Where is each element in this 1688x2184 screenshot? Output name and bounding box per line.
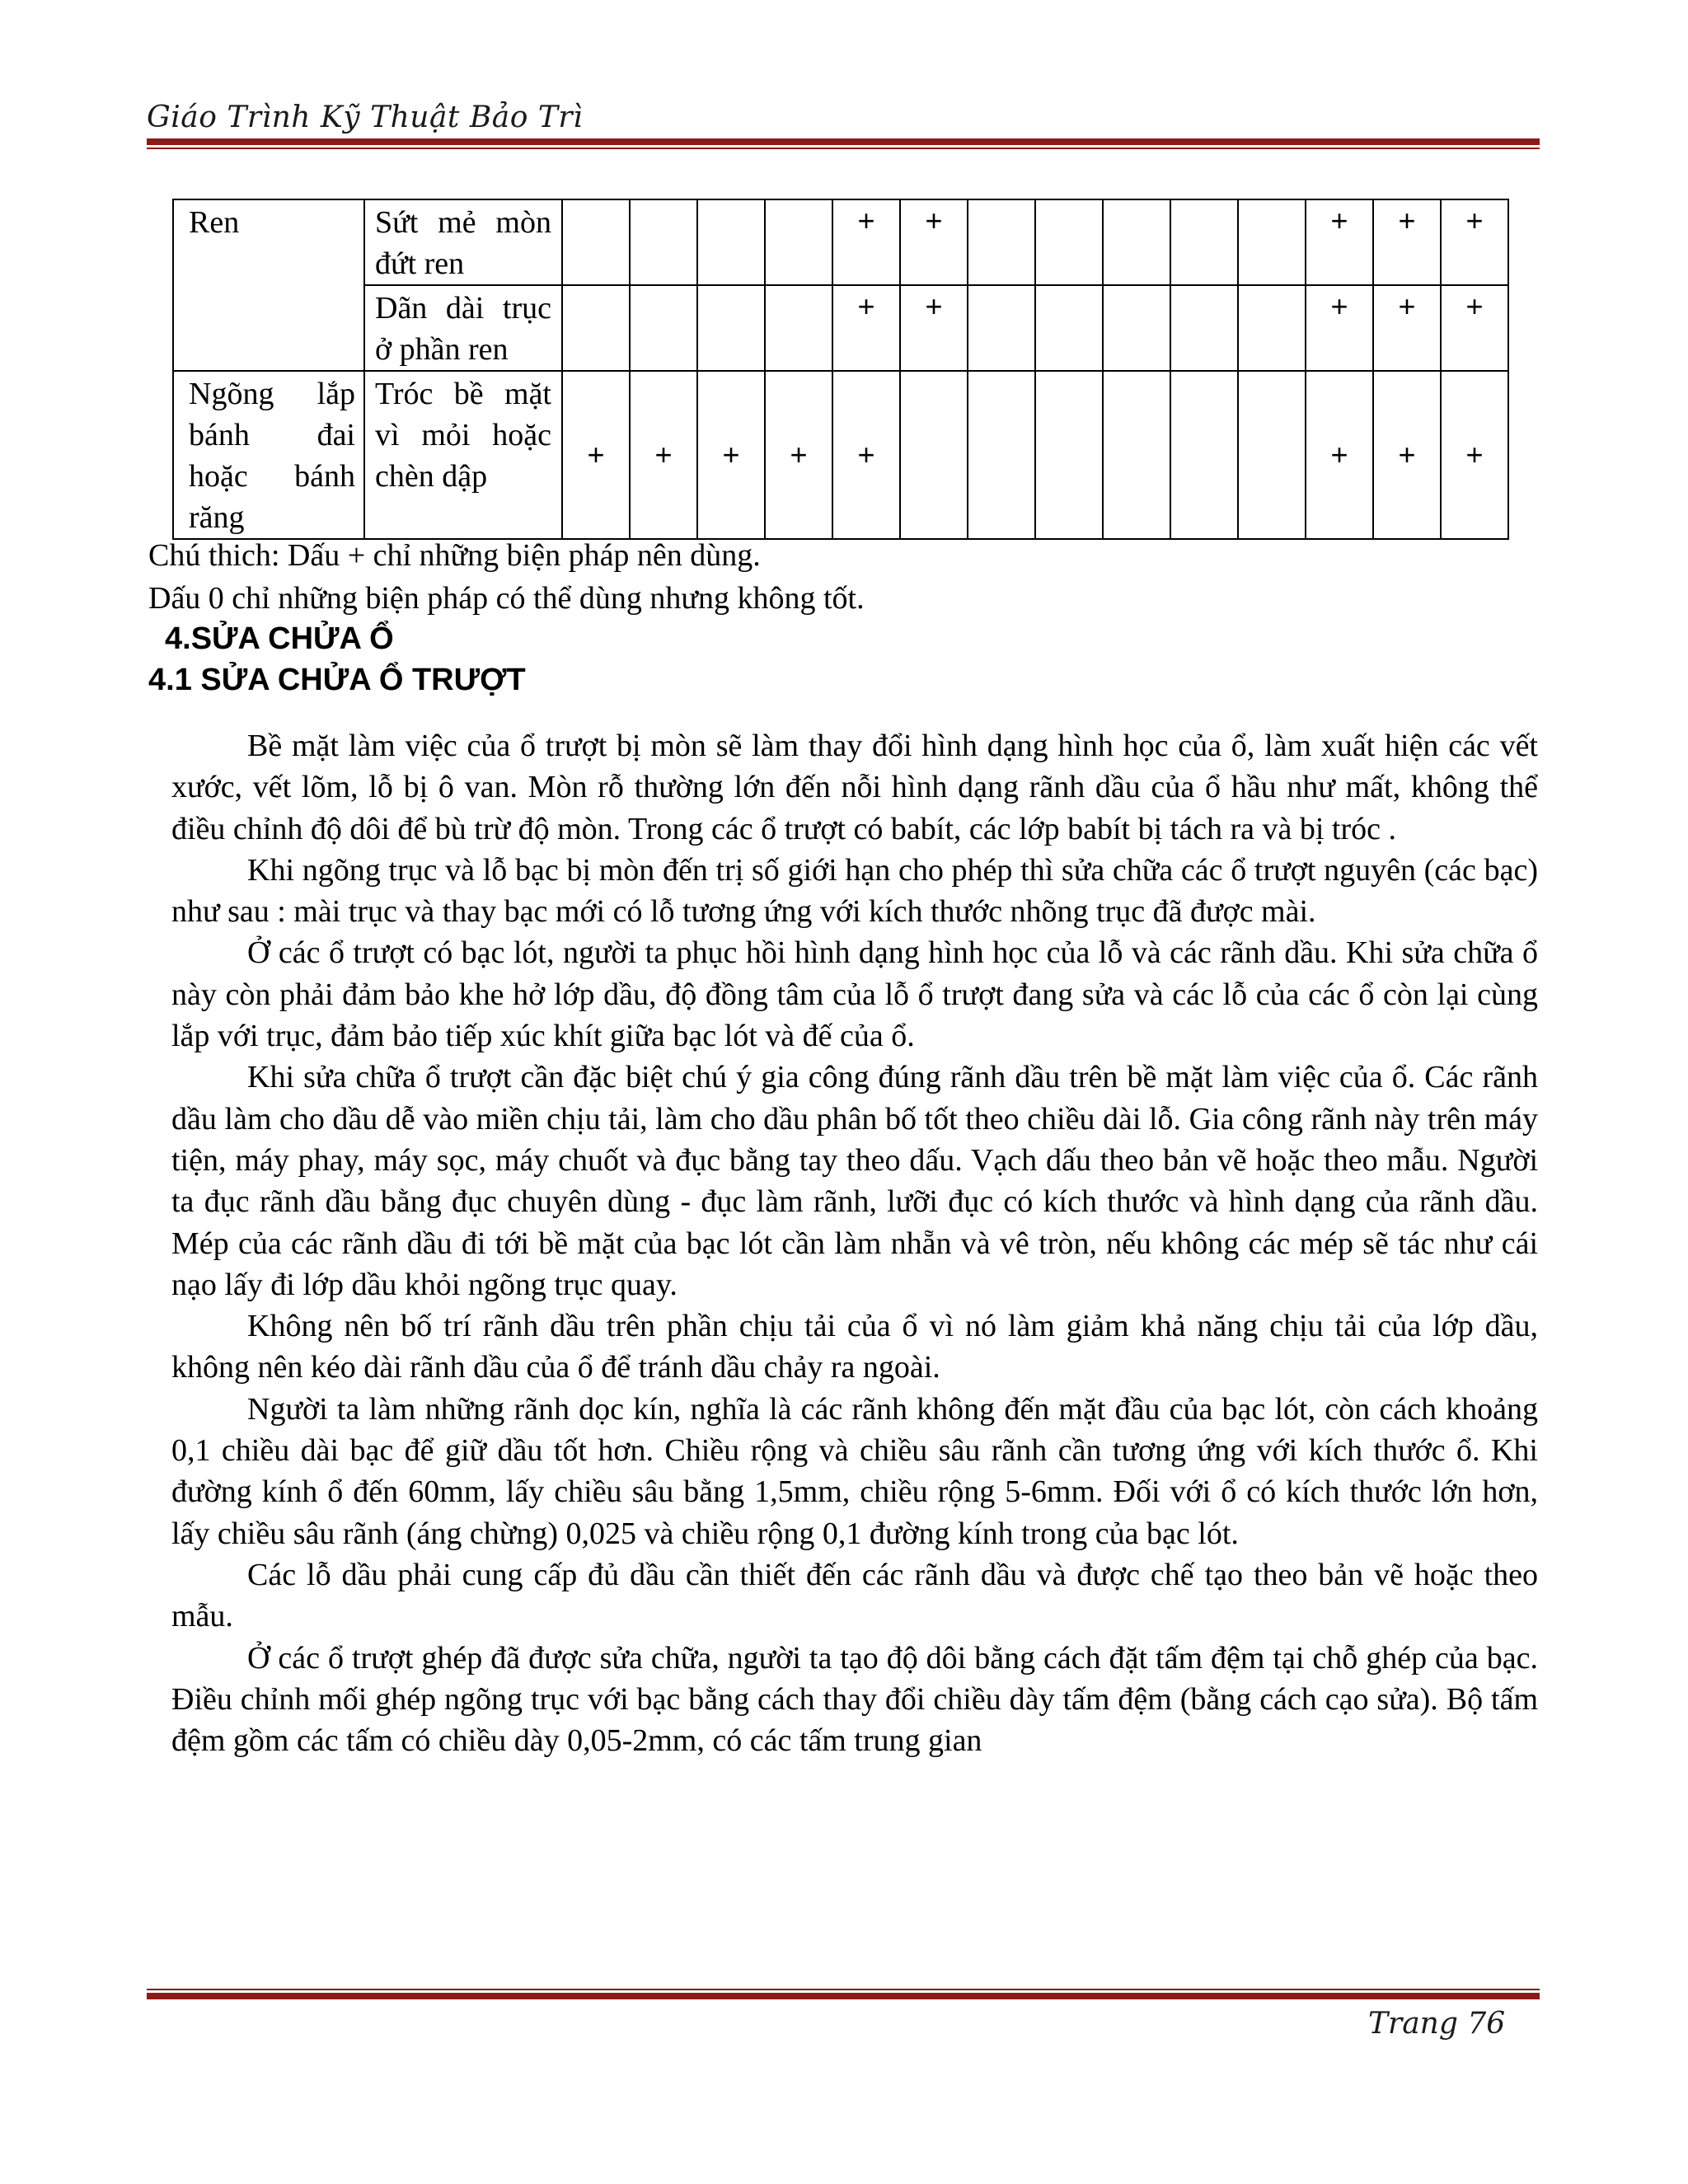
table-cell-mark (1170, 371, 1238, 539)
table-row (173, 371, 1508, 539)
table-cell-mark (1035, 371, 1103, 539)
table-cell-mark (562, 285, 630, 371)
repair-methods-table (172, 199, 1509, 540)
table-cell-mark (1238, 285, 1306, 371)
table-cell-defect: Tróc bề mặt vì mỏi hoặc chèn dập (364, 371, 562, 539)
table-cell-mark (562, 199, 630, 285)
subsection-heading: 4.1 SỬA CHỬA Ổ TRƯỢT (148, 663, 526, 697)
paragraph: Người ta làm những rãnh dọc kín, nghĩa là các rãnh không đến mặt đầu của bạc lót, còn cách khoảng 0,1 chiều dài bạc để giữ dầu tốt hơn. Chiều rộng và chiều sâu rãnh cần tương ứng với kích thước ổ. Khi đường kính ổ đến 60mm, lấy chiều sâu bằng 1,5mm, chiều rộng 5-6mm. Đối với ổ có kích thước lớn hơn, lấy chiều sâu rãnh (áng chừng) 0,025 và chiều rộng 0,1 đường kính trong của bạc lót. (171, 1391, 1538, 1551)
table-cell-mark (697, 199, 765, 285)
table-cell-mark (697, 285, 765, 371)
table-note: Chú thich: Dấu + chỉ những biện pháp nên dùng. (148, 538, 761, 573)
paragraph: Không nên bố trí rãnh dầu trên phần chịu tải của ổ vì nó làm giảm khả năng chịu tải của lớp dầu, không nên kéo dài rãnh dầu của ổ để tránh dầu chảy ra ngoài. (171, 1309, 1538, 1385)
header-rule (147, 138, 1540, 149)
footer-rule (147, 1989, 1540, 1999)
table-cell-defect: Sứt mẻ mòn đứt ren (364, 199, 562, 285)
table-cell-mark (630, 285, 697, 371)
table-cell-mark (1103, 371, 1170, 539)
table-cell-mark (1035, 285, 1103, 371)
table-cell-mark: + (562, 371, 630, 539)
table-cell-mark: + (1306, 199, 1373, 285)
table-cell-part: Ngõng lắp bánh đai hoặc bánh răng (173, 371, 364, 539)
table-cell-mark (968, 199, 1035, 285)
paragraph: Các lỗ dầu phải cung cấp đủ dầu cần thiết đến các rãnh dầu và được chế tạo theo bản vẽ hoặc theo mẫu. (171, 1557, 1538, 1634)
paragraph: Khi ngõng trục và lỗ bạc bị mòn đến trị số giới hạn cho phép thì sửa chữa các ổ trượt nguyên (các bạc) như sau : mài trục và thay bạc mới có lỗ tương ứng với kích thước nhõng trục đã được mài. (171, 852, 1538, 930)
table-cell-mark: + (900, 285, 968, 371)
paragraph: Ở các ổ trượt ghép đã được sửa chữa, người ta tạo độ dôi bằng cách đặt tấm đệm tại chỗ ghép của bạc. Điều chỉnh mối ghép ngõng trục với bạc bằng cách thay đổi chiều dày tấm đệm (bằng cách cạo sửa). Bộ tấm đệm gồm các tấm có chiều dày 0,05-2mm, có các tấm trung gian (171, 1640, 1538, 1759)
body-text (171, 725, 1538, 1761)
paragraph: Bề mặt làm việc của ổ trượt bị mòn sẽ làm thay đổi hình dạng hình học của ổ, làm xuất hiện các vết xước, vết lõm, lỗ bị ô van. Mòn rỗ thường lớn đến nỗi hình dạng rãnh dầu của ổ hầu như mất, không thể điều chỉnh độ dôi để bù trừ độ mòn. Trong các ổ trượt có babít, các lớp babít bị tách ra và bị tróc . (171, 729, 1538, 846)
table-cell-mark (1103, 199, 1170, 285)
table-cell-mark: + (1441, 285, 1508, 371)
table-cell-mark: + (1441, 371, 1508, 539)
table-cell-mark: + (1441, 199, 1508, 285)
paragraph: Khi sửa chữa ổ trượt cần đặc biệt chú ý gia công đúng rãnh dầu trên bề mặt làm việc của ổ. Các rãnh dầu làm cho dầu dễ vào miền chịu tải, làm cho dầu phân bố tốt theo chiều dài lỗ. Gia công rãnh này trên máy tiện, máy phay, máy sọc, máy chuốt và đục bằng tay theo dấu. Vạch dấu theo bản vẽ hoặc theo mẫu. Người ta đục rãnh dầu bằng đục chuyên dùng - đục làm rãnh, lưỡi đục có kích thước và hình dạng của rãnh dầu. Mép của các rãnh dầu đi tới bề mặt của bạc lót cần làm nhẵn và vê tròn, nếu không các mép sẽ tác như cái nạo lấy đi lớp dầu khỏi ngõng trục quay. (171, 1060, 1538, 1302)
table-cell-mark: + (1306, 285, 1373, 371)
table-cell-mark (1035, 199, 1103, 285)
table-cell-mark (968, 371, 1035, 539)
table-cell-mark (765, 199, 832, 285)
table-note: Dấu 0 chỉ những biện pháp có thể dùng nhưng không tốt. (148, 581, 865, 616)
section-heading: 4.SỬA CHỬA Ổ (165, 621, 394, 656)
table-cell-mark (1170, 285, 1238, 371)
table-cell-mark (968, 285, 1035, 371)
table-cell-mark (765, 285, 832, 371)
document-header-title: Giáo Trình Kỹ Thuật Bảo Trì (147, 101, 584, 134)
table-cell-mark: + (832, 199, 900, 285)
table-cell-mark: + (1373, 371, 1441, 539)
table-row (173, 285, 1508, 371)
table-cell-mark: + (630, 371, 697, 539)
table-cell-mark (1238, 199, 1306, 285)
table-cell-mark (630, 199, 697, 285)
table-cell-defect: Dãn dài trục ở phần ren (364, 285, 562, 371)
table-cell-part: Ren (173, 199, 364, 371)
table-cell-mark: + (1306, 371, 1373, 539)
page-number: Trang 76 (1368, 2007, 1506, 2041)
table-cell-mark: + (1373, 285, 1441, 371)
table-cell-mark (1103, 285, 1170, 371)
table-cell-mark: + (900, 199, 968, 285)
paragraph: Ở các ổ trượt có bạc lót, người ta phục hồi hình dạng hình học của lỗ và các rãnh dầu. Khi sửa chữa ổ này còn phải đảm bảo khe hở lớp dầu, độ đồng tâm của lỗ ổ trượt đang sửa và các lỗ của các ổ còn lại cùng lắp với trục, đảm bảo tiếp xúc khít giữa bạc lót và đế của ổ. (171, 935, 1538, 1054)
table-cell-mark: + (832, 371, 900, 539)
table-row (173, 199, 1508, 285)
table-cell-mark (900, 371, 968, 539)
table-cell-mark (1238, 371, 1306, 539)
table-cell-mark: + (832, 285, 900, 371)
table-cell-mark: + (765, 371, 832, 539)
table-cell-mark (1170, 199, 1238, 285)
table-cell-mark: + (697, 371, 765, 539)
table-cell-mark: + (1373, 199, 1441, 285)
